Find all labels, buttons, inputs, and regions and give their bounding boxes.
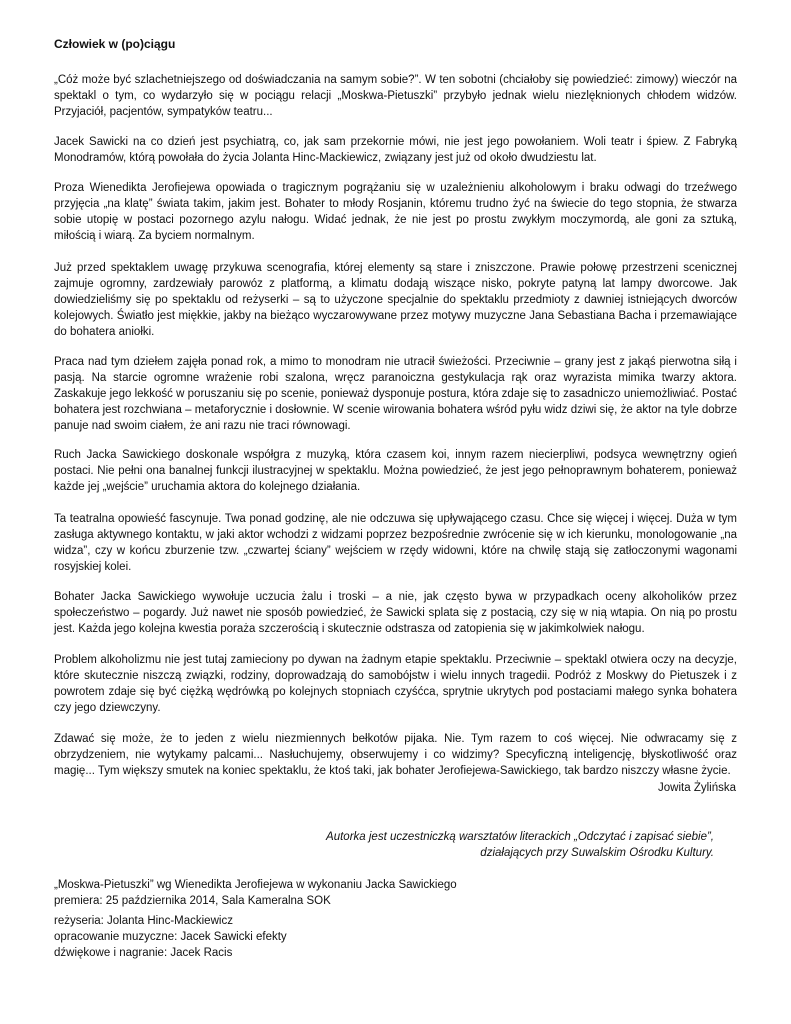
credits-play-line: „Moskwa-Pietuszki” wg Wienedikta Jerofiejewa w wykonaniu Jacka Sawickiego	[54, 879, 457, 891]
paragraph-6: Ruch Jacka Sawickiego doskonale współgra z muzyką, która czasem koi, innym razem niecierpliwi, podsyca wewnętrzny ogień postaci. Nie pełni ona banalnej funkcji ilustracyjnej w spektaklu. Można powiedzieć, że jest jego pełnoprawnym bohaterem, ponieważ każde jej „wejście” uruchamia aktora do kolejnego działania.	[54, 449, 737, 493]
author-note	[326, 829, 714, 861]
credits-premiere-line: premiera: 25 października 2014, Sala Kameralna SOK	[54, 895, 331, 907]
paragraph-3: Proza Wienedikta Jerofiejewa opowiada o tragicznym pogrążaniu się w uzależnieniu alkoholowym i braku odwagi do trzeźwego przyjęcia „na klatę” świata takim, jakim jest. Bohater to młody Rosjanin, któremu trudno żyć na świecie do tego stopnia, że stwarza sobie utopię w postaci pozornego azylu nałogu. Widać jednak, że nie jest po prostu zwykłym moczymordą, ale goni za sztuką, miłością i wiarą. Za byciem normalnym.	[54, 182, 737, 242]
paragraph-8: Bohater Jacka Sawickiego wywołuje uczucia żalu i troski – a nie, jak często bywa w przypadkach oceny alkoholików przez społeczeństwo – pogardy. Już nawet nie sposób powiedzieć, że Sawicki splata się z postacią, czy się w nią wtapia. On nią po prostu jest. Każda jego kolejna kwestia poraża szczerością i skutecznie odstrasza od zatopienia się w jakimkolwiek nałogu.	[54, 591, 737, 635]
credits-music-line: opracowanie muzyczne: Jacek Sawicki efekty	[54, 931, 287, 943]
paragraph-9: Problem alkoholizmu nie jest tutaj zamieciony po dywan na żadnym etapie spektaklu. Przeciwnie – spektakl otwiera oczy na decyzje, które skutecznie niszczą związki, rodziny, doprowadzają do samobójstw i wielu innych tragedii. Podróż z Moskwy do Pietuszek i z powrotem zdaje się być ciężką wędrówką po kolejnych stopniach czyśćca, sprytnie ukrytych pod postaciami małego synka bohatera czy jego dziewczyny.	[54, 654, 737, 714]
credits-director-line: reżyseria: Jolanta Hinc-Mackiewicz	[54, 915, 233, 927]
paragraph-5: Praca nad tym dziełem zajęła ponad rok, a mimo to monodram nie utracił świeżości. Przeciwnie – grany jest z jakąś pierwotna siłą i pasją. Na starcie ogromne wrażenie robi szalona, wręcz paranoiczna gestykulacja rąk oraz wyrazista mimika twarzy aktora. Zaskakuje jego lekkość w poruszaniu się po scenie, ponieważ dysponuje postura, która zdaje się to zasadniczo uniemożliwiać. Postać bohatera jest rozchwiana – metaforycznie i dosłownie. W scenie wirowania bohatera wśród pyłu widz dziwi się, że aktor na tyle dobrze panuje nad swoim ciałem, że ani razu nie traci równowagi.	[54, 356, 737, 432]
paragraph-7: Ta teatralna opowieść fascynuje. Twa ponad godzinę, ale nie odczuwa się upływającego czasu. Chce się więcej i więcej. Duża w tym zasługa aktywnego kontaktu, w jaki aktor wchodzi z widzami poprzez bezpośrednie zwrócenie się w ich kierunku, monologowanie „na widza”, czy w końcu zburzenie tzw. „czwartej ściany” wejściem w rzędy widowni, które na chwilę stają się zatłoczonymi wagonami rosyjskiej kolei.	[54, 513, 737, 573]
article-title: Człowiek w (po)ciągu	[54, 37, 176, 51]
author-note-line: Autorka jest uczestniczką warsztatów literackich „Odczytać i zapisać siebie”,	[326, 831, 714, 843]
paragraph-4: Już przed spektaklem uwagę przykuwa scenografia, której elementy są stare i zniszczone. Prawie połowę przestrzeni scenicznej zajmuje ogromny, zardzewiały parowóz z platformą, a klimatu dodają wiszące nisko, pokryte patyną lat lampy dworcowe. Jak dowiedzieliśmy się po spektaklu od reżyserki – są to użyczone specjalnie do spektaklu przedmioty z dawniej istniejących dworców kolejowych. Światło jest miękkie, jakby na bieżąco wyczarowywane przez motywy muzyczne Jana Sebastiana Bacha i przemawiające do bohatera aniołki.	[54, 262, 737, 338]
paragraph-2: Jacek Sawicki na co dzień jest psychiatrą, co, jak sam przekornie mówi, nie jest jego powołaniem. Woli teatr i śpiew. Z Fabryką Monodramów, którą powołała do życia Jolanta Hinc-Mackiewicz, związany jest już od około dwudziestu lat.	[54, 136, 737, 164]
credits-sound-line: dźwiękowe i nagranie: Jacek Racis	[54, 947, 233, 959]
credits-block	[54, 877, 457, 961]
author-note-line: działających przy Suwalskim Ośrodku Kultury.	[480, 847, 714, 859]
paragraph-1: „Cóż może być szlachetniejszego od doświadczania na samym sobie?”. W ten sobotni (chciałoby się powiedzieć: zimowy) wieczór na spektakl o tym, co wydarzyło się w pociągu relacji „Moskwa-Pietuszki” przybyło jednak wielu niezlęknionych chłodem widzów. Przyjaciół, pacjentów, sympatyków teatru...	[54, 74, 737, 118]
paragraph-10: Zdawać się może, że to jeden z wielu niezmiennych bełkotów pijaka. Nie. Tym razem to coś więcej. Nie odwracamy się z obrzydzeniem, nie wytykamy palcami... Nasłuchujemy, obserwujemy i co widzimy? Specyficzną inteligencję, błyskotliwość oraz magię... Tym większy smutek na koniec spektaklu, że ktoś taki, jak bohater Jerofiejewa-Sawickiego, tak bardzo niszczy własne życie.	[54, 733, 737, 777]
author-signature: Jowita Żylińska	[658, 782, 736, 794]
